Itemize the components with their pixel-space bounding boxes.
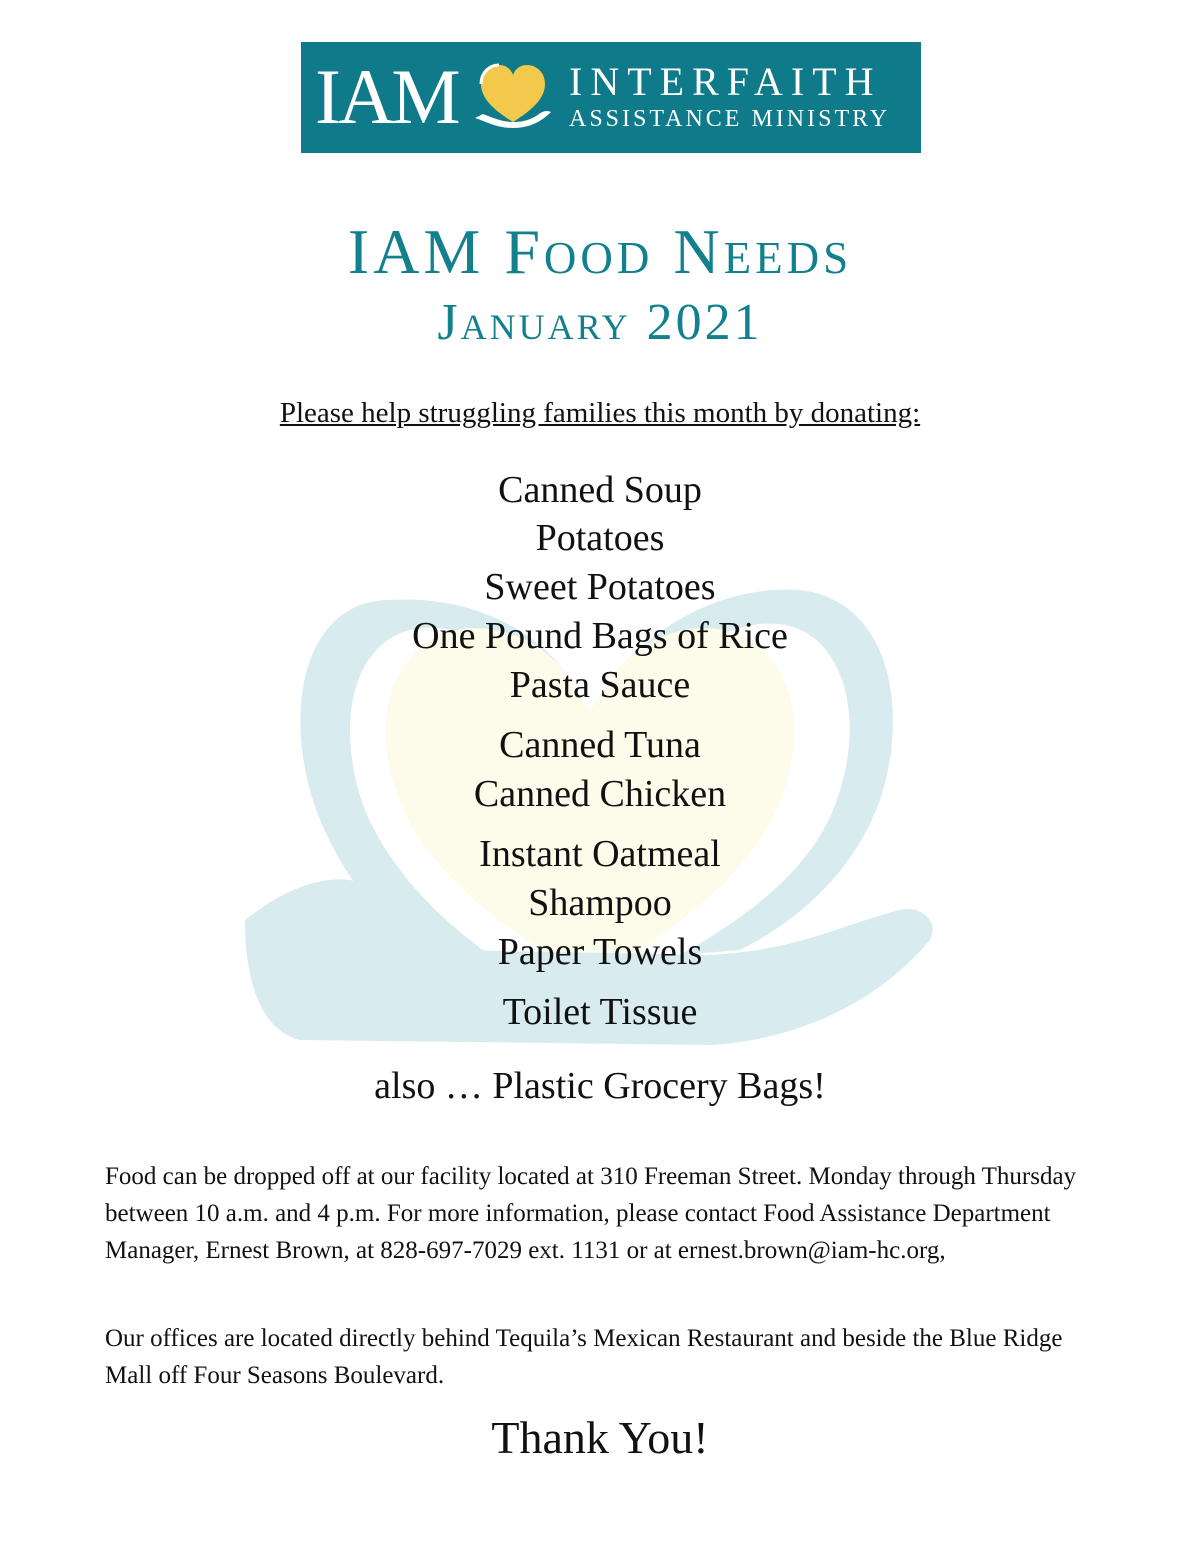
list-item: Canned Soup	[498, 469, 702, 511]
heart-in-hand-icon	[473, 56, 553, 136]
list-item: Toilet Tissue	[502, 991, 698, 1033]
list-item: Paper Towels	[497, 931, 703, 973]
list-item: Sweet Potatoes	[484, 566, 716, 608]
list-item: Instant Oatmeal	[479, 833, 721, 875]
logo-banner	[301, 42, 921, 153]
list-item: Potatoes	[535, 517, 665, 559]
thank-you-text: Thank You!	[491, 1412, 709, 1463]
also-line: also … Plastic Grocery Bags!	[374, 1065, 826, 1107]
intro-text: Please help struggling families this month by donating:	[279, 397, 921, 429]
dropoff-paragraph: Food can be dropped off at our facility located at 310 Freeman Street. Monday through Thursday between 10 a.m. and 4 p.m. For more information, please contact Food Assistance Department Manager, Ernest Brown, at 828-697-7029 ext. 1131 or at ernest.brown@iam-hc.org,	[105, 1163, 1077, 1264]
logo-line-interfaith: INTERFAITH	[569, 59, 882, 104]
logo-line-assistance-ministry: ASSISTANCE MINISTRY	[569, 106, 891, 132]
list-item: Canned Tuna	[499, 724, 701, 766]
list-item: Shampoo	[528, 882, 672, 924]
location-paragraph: Our offices are located directly behind Tequila’s Mexican Restaurant and beside the Blue Ridge Mall off Four Seasons Boulevard.	[105, 1325, 1063, 1389]
page-title: IAM Food Needs	[347, 216, 853, 287]
logo-iam-text: IAM	[315, 53, 458, 140]
list-item: One Pound Bags of Rice	[412, 615, 788, 657]
list-item: Pasta Sauce	[509, 664, 691, 706]
page-subtitle: January 2021	[437, 294, 763, 351]
list-item: Canned Chicken	[473, 773, 727, 815]
